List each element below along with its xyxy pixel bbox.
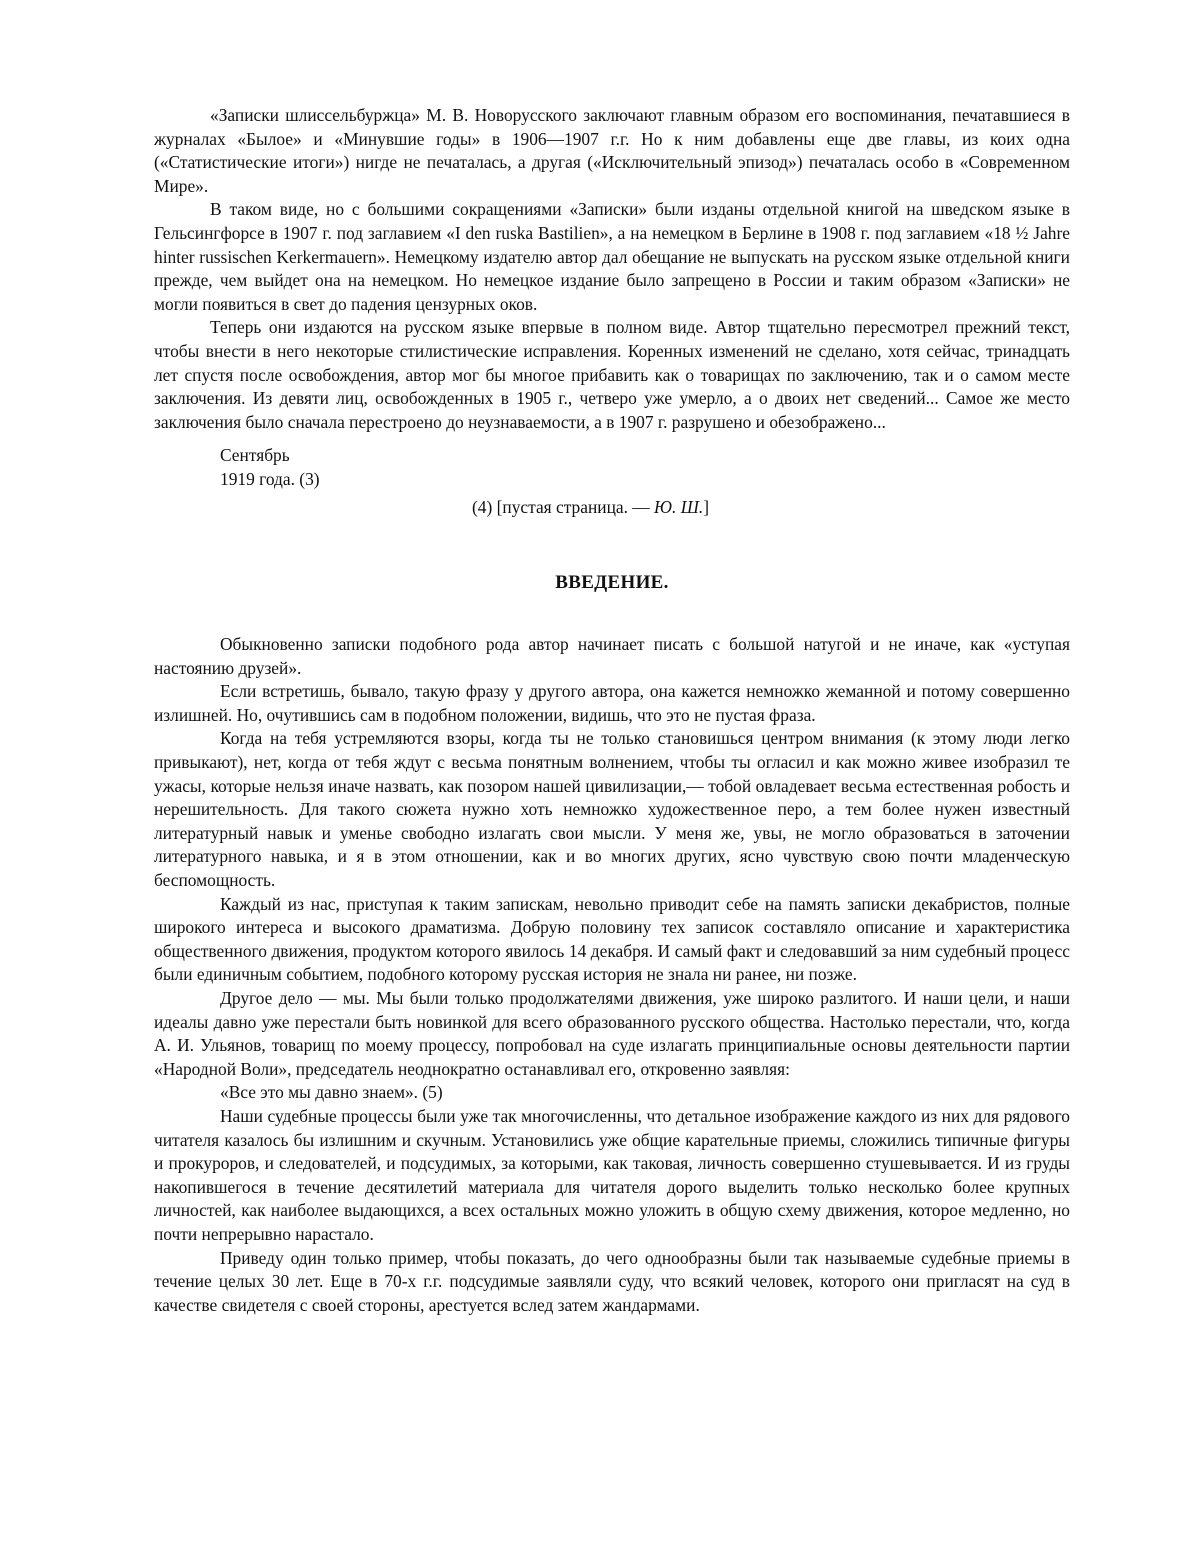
blank-page-note-suffix: ] <box>703 496 709 517</box>
intro-paragraph: Если встретишь, бывало, такую фразу у другого автора, она кажется немножко жеманной и потому совершенно излишней. Но, очутившись сам в подобном положении, видишь, что это не пустая фраза. <box>154 681 1070 725</box>
preface-paragraph: Теперь они издаются на русском языке впервые в полном виде. Автор тщательно пересмотрел прежний текст, чтобы внести в него некоторые стилистические исправления. Коренных изменений не сделано, хотя сейчас, тринадцать лет спустя после освобождения, автор мог бы многое прибавить как о товарищах по заключению, так и о самом месте заключения. Из девяти лиц, освобожденных в 1905 г., четверо уже умерло, а о двоих нет сведений... Самое же место заключения было сначала перестроено до неузнаваемости, а в 1907 г. разрушено и обезображено... <box>154 317 1070 432</box>
intro-paragraph: Когда на тебя устремляются взоры, когда ты не только становишься центром внимания (к этому люди легко привыкают), нет, когда от тебя ждут с весьма понятным волнением, чтобы ты огласил и как можно живее изобразил те ужасы, которые нельзя иначе назвать, как позором нашей цивилизации,— тобой овладевает весьма естественная робость и нерешительность. Для такого сюжета нужно хоть немножко художественное перо, а тем более нужен известный литературный навык и уменье свободно излагать свои мысли. У меня же, увы, не могло образоваться в заточении литературного навыка, и я в этом отношении, как и во многих других, ясно чувствую свою почти младенческую беспомощность. <box>154 728 1070 891</box>
preface-paragraph: «Записки шлиссельбуржца» М. В. Новорусского заключают главным образом его воспоминания, печатавшиеся в журналах «Былое» и «Минувшие годы» в 1906—1907 г.г. Но к ним добавлены еще две главы, из коих одна («Статистические итоги») нигде не печаталась, а другая («Исключительный эпизод») печаталась особо в «Современном Мире». <box>154 105 1070 196</box>
intro-paragraph: Наши судебные процессы были уже так многочисленны, что детальное изображение каждого из них для рядового читателя казалось бы излишним и скучным. Установились уже общие карательные приемы, сложились типичные фигуры и прокуроров, и следователей, и подсудимых, за которыми, как таковая, личность совершенно стушевывается. И из груды накопившегося в течение десятилетий материала для читателя дорого выделить только несколько более крупных личностей, как наиболее выдающихся, а всех остальных можно уложить в общую схему движения, которое медленно, но почти непрерывно нарастало. <box>154 1105 1070 1244</box>
intro-quote-line: «Все это мы давно знаем». (5) <box>220 1082 443 1103</box>
intro-paragraph: Каждый из нас, приступая к таким запискам, невольно приводит себе на память записки декабристов, полные широкого интереса и высокого драматизма. Добрую половину тех записок составляло описание и характеристика общественного движения, продуктом которого явилось 14 декабря. И самый факт и следовавший за ним судебный процесс были единичным событием, подобного которому русская история не знала ни ранее, ни позже. <box>154 893 1070 985</box>
intro-paragraph: Другое дело — мы. Мы были только продолжателями движения, уже широко разлитого. И наши цели, и наши идеалы давно уже перестали быть новинкой для всего образованного русского общества. Настолько перестали, что, когда А. И. Ульянов, товарищ по моему процессу, попробовал на суде излагать принципиальные основы деятельности партии «Народной Воли», председатель неоднократно останавливал его, откровенно заявляя: <box>154 988 1070 1079</box>
introduction-section <box>154 633 1070 1317</box>
preface-paragraph: В таком виде, но с большими сокращениями «Записки» были изданы отдельной книгой на шведском языке в Гельсингфорсе в 1907 г. под заглавием «I den ruska Bastilien», а на немецком в Берлине в 1908 г. под заглавием «18 ½ Jahre hinter russischen Kerkermauern». Немецкому издателю автор дал обещание не выпускать на русском языке отдельной книги прежде, чем выйдет она на немецком. Но немецкое издание было запрещено в России и таким образом «Записки» не могли появиться в свет до падения цензурных оков. <box>154 199 1070 314</box>
blank-page-note <box>472 496 1070 520</box>
preface-section <box>154 104 1070 519</box>
preface-signature <box>220 444 1070 491</box>
signature-year: 1919 года. (3) <box>220 468 320 489</box>
document-page <box>154 104 1070 1317</box>
intro-paragraph: Обыкновенно записки подобного рода автор начинает писать с большой натугой и не иначе, как «уступая настоянию друзей». <box>154 634 1070 678</box>
blank-page-note-prefix: (4) [пустая страница. — <box>472 496 655 517</box>
section-heading: ВВЕДЕНИЕ. <box>555 572 669 594</box>
signature-month: Сентябрь <box>220 445 290 466</box>
intro-paragraph: Приведу один только пример, чтобы показать, до чего однообразны были так называемые судебные приемы в течение целых 30 лет. Еще в 70-х г.г. подсудимые заявляли суду, что всякий человек, которого они пригласят на суд в качестве свидетеля с своей стороны, арестуется вслед затем жандармами. <box>154 1247 1070 1315</box>
blank-page-note-initials: Ю. Ш. <box>654 496 704 517</box>
